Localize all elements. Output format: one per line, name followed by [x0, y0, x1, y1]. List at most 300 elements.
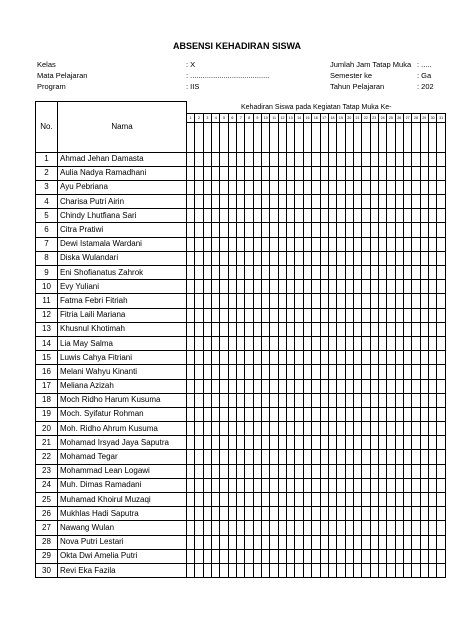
attendance-cell[interactable]: [353, 266, 361, 280]
attendance-cell[interactable]: [378, 166, 386, 180]
attendance-cell[interactable]: [270, 365, 278, 379]
attendance-cell[interactable]: [328, 180, 336, 194]
attendance-cell[interactable]: [270, 195, 278, 209]
attendance-cell[interactable]: [237, 308, 245, 322]
attendance-cell[interactable]: [420, 251, 428, 265]
attendance-cell[interactable]: [387, 322, 395, 336]
attendance-cell[interactable]: [312, 507, 320, 521]
attendance-cell[interactable]: [412, 280, 420, 294]
attendance-cell[interactable]: [437, 407, 446, 421]
attendance-cell[interactable]: [353, 237, 361, 251]
attendance-cell[interactable]: [278, 266, 286, 280]
attendance-cell[interactable]: [403, 351, 411, 365]
attendance-cell[interactable]: [378, 393, 386, 407]
attendance-cell[interactable]: [245, 563, 253, 577]
attendance-cell[interactable]: [228, 223, 236, 237]
attendance-cell[interactable]: [228, 464, 236, 478]
attendance-cell[interactable]: [362, 209, 370, 223]
attendance-cell[interactable]: [270, 251, 278, 265]
attendance-cell[interactable]: [195, 166, 203, 180]
attendance-cell[interactable]: [370, 450, 378, 464]
attendance-cell[interactable]: [212, 308, 220, 322]
attendance-cell[interactable]: [428, 237, 436, 251]
attendance-cell[interactable]: [378, 280, 386, 294]
attendance-cell[interactable]: [437, 237, 446, 251]
attendance-cell[interactable]: [287, 535, 295, 549]
attendance-cell[interactable]: [312, 351, 320, 365]
attendance-cell[interactable]: [312, 294, 320, 308]
attendance-cell[interactable]: [437, 436, 446, 450]
attendance-cell[interactable]: [320, 152, 328, 166]
attendance-cell[interactable]: [203, 308, 211, 322]
attendance-cell[interactable]: [403, 535, 411, 549]
attendance-cell[interactable]: [203, 478, 211, 492]
attendance-cell[interactable]: [287, 563, 295, 577]
attendance-cell[interactable]: [253, 422, 261, 436]
attendance-cell[interactable]: [437, 563, 446, 577]
attendance-cell[interactable]: [412, 478, 420, 492]
attendance-cell[interactable]: [370, 521, 378, 535]
attendance-cell[interactable]: [370, 336, 378, 350]
attendance-cell[interactable]: [295, 493, 303, 507]
attendance-cell[interactable]: [253, 266, 261, 280]
attendance-cell[interactable]: [187, 365, 195, 379]
attendance-cell[interactable]: [437, 379, 446, 393]
attendance-cell[interactable]: [320, 450, 328, 464]
attendance-cell[interactable]: [237, 351, 245, 365]
attendance-cell[interactable]: [287, 195, 295, 209]
attendance-cell[interactable]: [312, 322, 320, 336]
attendance-cell[interactable]: [437, 450, 446, 464]
attendance-cell[interactable]: [362, 365, 370, 379]
attendance-cell[interactable]: [337, 535, 345, 549]
attendance-cell[interactable]: [262, 478, 270, 492]
attendance-cell[interactable]: [295, 436, 303, 450]
attendance-cell[interactable]: [245, 365, 253, 379]
attendance-cell[interactable]: [295, 336, 303, 350]
attendance-cell[interactable]: [412, 166, 420, 180]
attendance-cell[interactable]: [303, 535, 311, 549]
attendance-cell[interactable]: [320, 549, 328, 563]
attendance-cell[interactable]: [262, 152, 270, 166]
attendance-cell[interactable]: [337, 464, 345, 478]
attendance-cell[interactable]: [428, 251, 436, 265]
attendance-cell[interactable]: [245, 407, 253, 421]
attendance-cell[interactable]: [195, 422, 203, 436]
attendance-cell[interactable]: [312, 436, 320, 450]
attendance-cell[interactable]: [195, 407, 203, 421]
attendance-cell[interactable]: [253, 180, 261, 194]
attendance-cell[interactable]: [270, 351, 278, 365]
attendance-cell[interactable]: [262, 493, 270, 507]
attendance-cell[interactable]: [353, 478, 361, 492]
attendance-cell[interactable]: [237, 393, 245, 407]
attendance-cell[interactable]: [328, 237, 336, 251]
attendance-cell[interactable]: [395, 195, 403, 209]
attendance-cell[interactable]: [437, 180, 446, 194]
attendance-cell[interactable]: [403, 493, 411, 507]
attendance-cell[interactable]: [253, 478, 261, 492]
attendance-cell[interactable]: [320, 393, 328, 407]
attendance-cell[interactable]: [312, 308, 320, 322]
attendance-cell[interactable]: [420, 393, 428, 407]
attendance-cell[interactable]: [187, 308, 195, 322]
attendance-cell[interactable]: [437, 223, 446, 237]
attendance-cell[interactable]: [337, 521, 345, 535]
attendance-cell[interactable]: [403, 563, 411, 577]
attendance-cell[interactable]: [395, 521, 403, 535]
attendance-cell[interactable]: [403, 223, 411, 237]
attendance-cell[interactable]: [328, 549, 336, 563]
attendance-cell[interactable]: [295, 563, 303, 577]
attendance-cell[interactable]: [362, 407, 370, 421]
attendance-cell[interactable]: [287, 180, 295, 194]
attendance-cell[interactable]: [387, 209, 395, 223]
attendance-cell[interactable]: [220, 393, 228, 407]
attendance-cell[interactable]: [262, 450, 270, 464]
attendance-cell[interactable]: [320, 422, 328, 436]
attendance-cell[interactable]: [420, 336, 428, 350]
attendance-cell[interactable]: [370, 166, 378, 180]
attendance-cell[interactable]: [395, 209, 403, 223]
attendance-cell[interactable]: [403, 393, 411, 407]
attendance-cell[interactable]: [328, 450, 336, 464]
attendance-cell[interactable]: [195, 493, 203, 507]
attendance-cell[interactable]: [412, 294, 420, 308]
attendance-cell[interactable]: [195, 223, 203, 237]
attendance-cell[interactable]: [237, 223, 245, 237]
attendance-cell[interactable]: [412, 308, 420, 322]
attendance-cell[interactable]: [337, 294, 345, 308]
attendance-cell[interactable]: [362, 521, 370, 535]
attendance-cell[interactable]: [187, 180, 195, 194]
attendance-cell[interactable]: [345, 336, 353, 350]
attendance-cell[interactable]: [337, 549, 345, 563]
attendance-cell[interactable]: [412, 379, 420, 393]
attendance-cell[interactable]: [262, 166, 270, 180]
attendance-cell[interactable]: [337, 251, 345, 265]
attendance-cell[interactable]: [278, 152, 286, 166]
attendance-cell[interactable]: [253, 379, 261, 393]
attendance-cell[interactable]: [378, 521, 386, 535]
attendance-cell[interactable]: [387, 521, 395, 535]
attendance-cell[interactable]: [362, 351, 370, 365]
attendance-cell[interactable]: [337, 152, 345, 166]
attendance-cell[interactable]: [395, 535, 403, 549]
attendance-cell[interactable]: [328, 152, 336, 166]
attendance-cell[interactable]: [345, 251, 353, 265]
attendance-cell[interactable]: [420, 308, 428, 322]
attendance-cell[interactable]: [270, 322, 278, 336]
attendance-cell[interactable]: [212, 209, 220, 223]
attendance-cell[interactable]: [395, 152, 403, 166]
attendance-cell[interactable]: [328, 251, 336, 265]
attendance-cell[interactable]: [337, 493, 345, 507]
attendance-cell[interactable]: [420, 563, 428, 577]
attendance-cell[interactable]: [220, 336, 228, 350]
attendance-cell[interactable]: [428, 379, 436, 393]
attendance-cell[interactable]: [378, 308, 386, 322]
attendance-cell[interactable]: [228, 195, 236, 209]
attendance-cell[interactable]: [420, 166, 428, 180]
attendance-cell[interactable]: [237, 336, 245, 350]
attendance-cell[interactable]: [187, 407, 195, 421]
attendance-cell[interactable]: [312, 478, 320, 492]
attendance-cell[interactable]: [295, 422, 303, 436]
attendance-cell[interactable]: [395, 223, 403, 237]
attendance-cell[interactable]: [295, 195, 303, 209]
attendance-cell[interactable]: [287, 450, 295, 464]
attendance-cell[interactable]: [195, 478, 203, 492]
attendance-cell[interactable]: [403, 152, 411, 166]
attendance-cell[interactable]: [253, 223, 261, 237]
attendance-cell[interactable]: [420, 507, 428, 521]
attendance-cell[interactable]: [428, 280, 436, 294]
attendance-cell[interactable]: [312, 549, 320, 563]
attendance-cell[interactable]: [403, 180, 411, 194]
attendance-cell[interactable]: [195, 351, 203, 365]
attendance-cell[interactable]: [412, 152, 420, 166]
attendance-cell[interactable]: [228, 351, 236, 365]
attendance-cell[interactable]: [403, 209, 411, 223]
attendance-cell[interactable]: [278, 407, 286, 421]
attendance-cell[interactable]: [270, 407, 278, 421]
attendance-cell[interactable]: [228, 507, 236, 521]
attendance-cell[interactable]: [295, 322, 303, 336]
attendance-cell[interactable]: [278, 280, 286, 294]
attendance-cell[interactable]: [328, 535, 336, 549]
attendance-cell[interactable]: [370, 549, 378, 563]
attendance-cell[interactable]: [387, 351, 395, 365]
attendance-cell[interactable]: [328, 464, 336, 478]
attendance-cell[interactable]: [262, 294, 270, 308]
attendance-cell[interactable]: [395, 507, 403, 521]
attendance-cell[interactable]: [412, 450, 420, 464]
attendance-cell[interactable]: [187, 251, 195, 265]
attendance-cell[interactable]: [328, 308, 336, 322]
attendance-cell[interactable]: [245, 237, 253, 251]
attendance-cell[interactable]: [228, 450, 236, 464]
attendance-cell[interactable]: [237, 407, 245, 421]
attendance-cell[interactable]: [370, 266, 378, 280]
attendance-cell[interactable]: [337, 351, 345, 365]
attendance-cell[interactable]: [370, 379, 378, 393]
attendance-cell[interactable]: [353, 209, 361, 223]
attendance-cell[interactable]: [420, 478, 428, 492]
attendance-cell[interactable]: [370, 493, 378, 507]
attendance-cell[interactable]: [353, 336, 361, 350]
attendance-cell[interactable]: [278, 180, 286, 194]
attendance-cell[interactable]: [312, 251, 320, 265]
attendance-cell[interactable]: [428, 322, 436, 336]
attendance-cell[interactable]: [295, 266, 303, 280]
attendance-cell[interactable]: [220, 507, 228, 521]
attendance-cell[interactable]: [320, 407, 328, 421]
attendance-cell[interactable]: [328, 407, 336, 421]
attendance-cell[interactable]: [362, 195, 370, 209]
attendance-cell[interactable]: [278, 393, 286, 407]
attendance-cell[interactable]: [412, 436, 420, 450]
attendance-cell[interactable]: [270, 422, 278, 436]
attendance-cell[interactable]: [237, 251, 245, 265]
attendance-cell[interactable]: [245, 521, 253, 535]
attendance-cell[interactable]: [245, 549, 253, 563]
attendance-cell[interactable]: [237, 209, 245, 223]
attendance-cell[interactable]: [287, 251, 295, 265]
attendance-cell[interactable]: [237, 549, 245, 563]
attendance-cell[interactable]: [212, 507, 220, 521]
attendance-cell[interactable]: [345, 549, 353, 563]
attendance-cell[interactable]: [337, 422, 345, 436]
attendance-cell[interactable]: [328, 422, 336, 436]
attendance-cell[interactable]: [220, 464, 228, 478]
attendance-cell[interactable]: [228, 280, 236, 294]
attendance-cell[interactable]: [420, 237, 428, 251]
attendance-cell[interactable]: [353, 563, 361, 577]
attendance-cell[interactable]: [295, 521, 303, 535]
attendance-cell[interactable]: [220, 223, 228, 237]
attendance-cell[interactable]: [187, 336, 195, 350]
attendance-cell[interactable]: [337, 336, 345, 350]
attendance-cell[interactable]: [320, 251, 328, 265]
attendance-cell[interactable]: [203, 535, 211, 549]
attendance-cell[interactable]: [320, 180, 328, 194]
attendance-cell[interactable]: [262, 209, 270, 223]
attendance-cell[interactable]: [312, 180, 320, 194]
attendance-cell[interactable]: [278, 351, 286, 365]
attendance-cell[interactable]: [287, 209, 295, 223]
attendance-cell[interactable]: [378, 195, 386, 209]
attendance-cell[interactable]: [195, 280, 203, 294]
attendance-cell[interactable]: [303, 450, 311, 464]
attendance-cell[interactable]: [345, 180, 353, 194]
attendance-cell[interactable]: [295, 393, 303, 407]
attendance-cell[interactable]: [270, 535, 278, 549]
attendance-cell[interactable]: [237, 266, 245, 280]
attendance-cell[interactable]: [387, 436, 395, 450]
attendance-cell[interactable]: [403, 422, 411, 436]
attendance-cell[interactable]: [212, 294, 220, 308]
attendance-cell[interactable]: [253, 393, 261, 407]
attendance-cell[interactable]: [312, 336, 320, 350]
attendance-cell[interactable]: [245, 322, 253, 336]
attendance-cell[interactable]: [420, 294, 428, 308]
attendance-cell[interactable]: [270, 507, 278, 521]
attendance-cell[interactable]: [262, 365, 270, 379]
attendance-cell[interactable]: [428, 535, 436, 549]
attendance-cell[interactable]: [312, 237, 320, 251]
attendance-cell[interactable]: [437, 251, 446, 265]
attendance-cell[interactable]: [228, 336, 236, 350]
attendance-cell[interactable]: [195, 549, 203, 563]
attendance-cell[interactable]: [270, 336, 278, 350]
attendance-cell[interactable]: [378, 209, 386, 223]
attendance-cell[interactable]: [270, 379, 278, 393]
attendance-cell[interactable]: [220, 365, 228, 379]
attendance-cell[interactable]: [262, 351, 270, 365]
attendance-cell[interactable]: [203, 521, 211, 535]
attendance-cell[interactable]: [203, 166, 211, 180]
attendance-cell[interactable]: [387, 563, 395, 577]
attendance-cell[interactable]: [428, 507, 436, 521]
attendance-cell[interactable]: [228, 237, 236, 251]
attendance-cell[interactable]: [203, 294, 211, 308]
attendance-cell[interactable]: [345, 521, 353, 535]
attendance-cell[interactable]: [270, 493, 278, 507]
attendance-cell[interactable]: [195, 450, 203, 464]
attendance-cell[interactable]: [187, 450, 195, 464]
attendance-cell[interactable]: [195, 365, 203, 379]
attendance-cell[interactable]: [378, 478, 386, 492]
attendance-cell[interactable]: [420, 464, 428, 478]
attendance-cell[interactable]: [212, 351, 220, 365]
attendance-cell[interactable]: [420, 493, 428, 507]
attendance-cell[interactable]: [403, 521, 411, 535]
attendance-cell[interactable]: [245, 251, 253, 265]
attendance-cell[interactable]: [320, 266, 328, 280]
attendance-cell[interactable]: [412, 336, 420, 350]
attendance-cell[interactable]: [378, 436, 386, 450]
attendance-cell[interactable]: [203, 407, 211, 421]
attendance-cell[interactable]: [320, 308, 328, 322]
attendance-cell[interactable]: [412, 507, 420, 521]
attendance-cell[interactable]: [428, 407, 436, 421]
attendance-cell[interactable]: [295, 535, 303, 549]
attendance-cell[interactable]: [295, 478, 303, 492]
attendance-cell[interactable]: [403, 251, 411, 265]
attendance-cell[interactable]: [203, 563, 211, 577]
attendance-cell[interactable]: [253, 237, 261, 251]
attendance-cell[interactable]: [303, 251, 311, 265]
attendance-cell[interactable]: [278, 166, 286, 180]
attendance-cell[interactable]: [312, 209, 320, 223]
attendance-cell[interactable]: [403, 450, 411, 464]
attendance-cell[interactable]: [295, 237, 303, 251]
attendance-cell[interactable]: [228, 322, 236, 336]
attendance-cell[interactable]: [270, 166, 278, 180]
attendance-cell[interactable]: [295, 507, 303, 521]
attendance-cell[interactable]: [403, 365, 411, 379]
attendance-cell[interactable]: [212, 464, 220, 478]
attendance-cell[interactable]: [345, 195, 353, 209]
attendance-cell[interactable]: [287, 280, 295, 294]
attendance-cell[interactable]: [303, 393, 311, 407]
attendance-cell[interactable]: [220, 152, 228, 166]
attendance-cell[interactable]: [212, 393, 220, 407]
attendance-cell[interactable]: [220, 549, 228, 563]
attendance-cell[interactable]: [287, 507, 295, 521]
attendance-cell[interactable]: [195, 393, 203, 407]
attendance-cell[interactable]: [237, 535, 245, 549]
attendance-cell[interactable]: [395, 464, 403, 478]
attendance-cell[interactable]: [228, 209, 236, 223]
attendance-cell[interactable]: [320, 280, 328, 294]
attendance-cell[interactable]: [212, 180, 220, 194]
attendance-cell[interactable]: [253, 563, 261, 577]
attendance-cell[interactable]: [220, 166, 228, 180]
attendance-cell[interactable]: [253, 450, 261, 464]
attendance-cell[interactable]: [378, 407, 386, 421]
attendance-cell[interactable]: [420, 549, 428, 563]
attendance-cell[interactable]: [378, 294, 386, 308]
attendance-cell[interactable]: [437, 266, 446, 280]
attendance-cell[interactable]: [262, 521, 270, 535]
attendance-cell[interactable]: [287, 166, 295, 180]
attendance-cell[interactable]: [362, 422, 370, 436]
attendance-cell[interactable]: [428, 464, 436, 478]
attendance-cell[interactable]: [220, 351, 228, 365]
attendance-cell[interactable]: [320, 464, 328, 478]
